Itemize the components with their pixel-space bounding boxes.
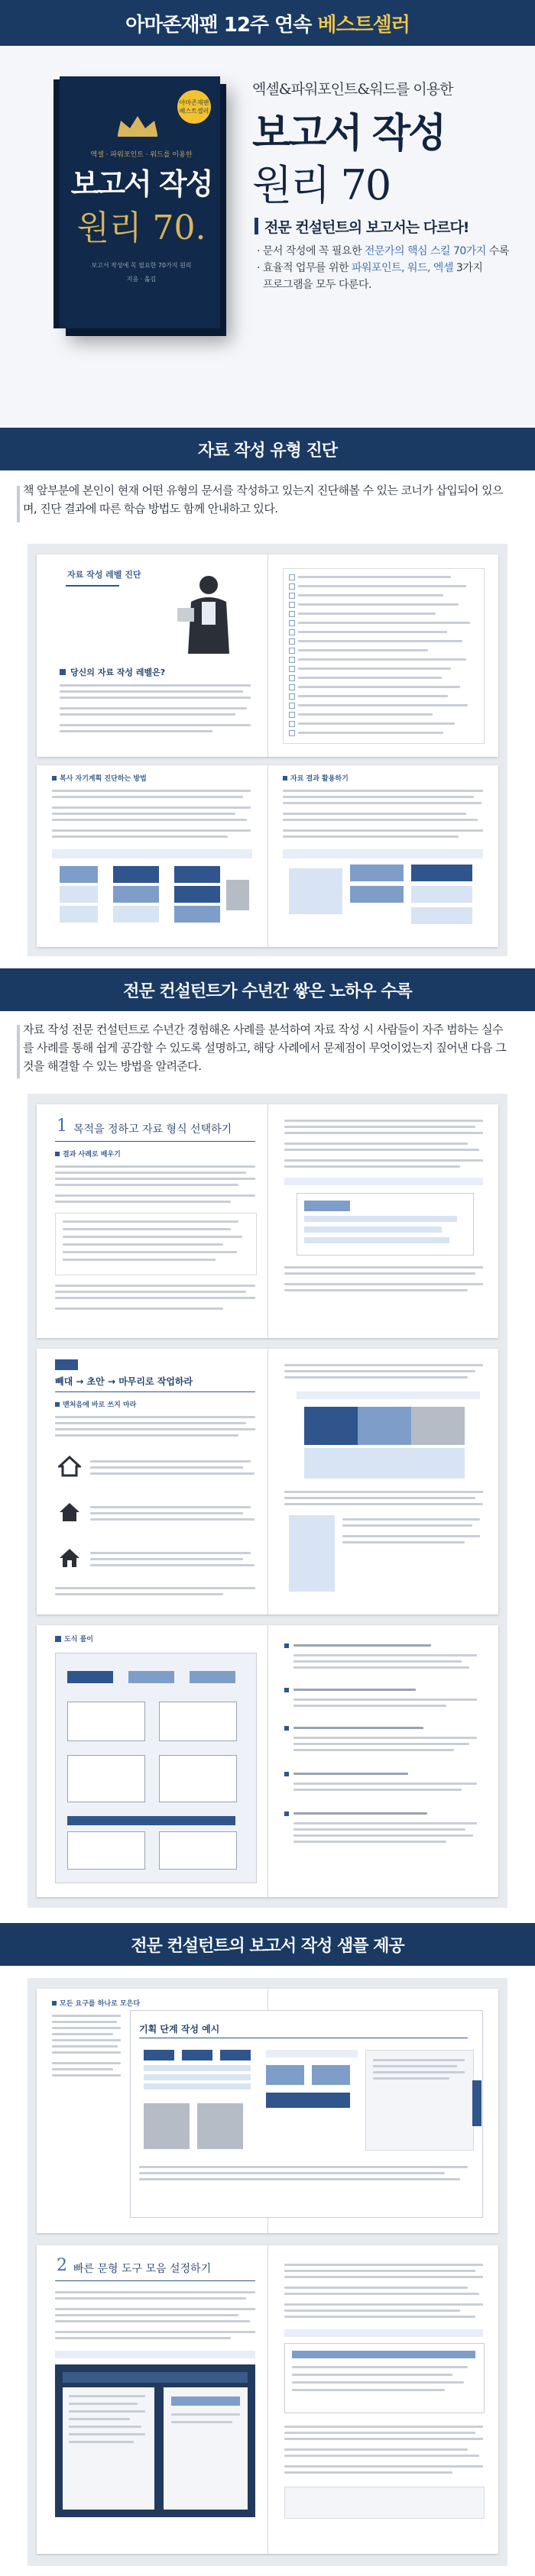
spread-question: 당신의 자료 작성 레벨은? (70, 667, 166, 677)
book-spread (37, 1989, 498, 2233)
book-spread (37, 554, 498, 757)
section-description-knowhow: 자료 작성 전문 컨설턴트로 수년간 경험해온 사례를 분석하여 자료 작성 시 사람들이 자주 범하는 실수를 사례를 통해 쉽게 공감할 수 있도록 설명하고, 해당 사례에서 문제점이 무엇이었는지 짚어낸 다음 그것을 해결할 수 있는 방법을 알려준다. (23, 1023, 507, 1073)
book-spread (37, 2245, 498, 2554)
hero-bullet: · 문서 작성에 꼭 필요한 전문가의 핵심 스킬 70가지 수록 (257, 245, 509, 257)
book-title-line2: 원리 70. (76, 208, 206, 247)
book-subtitle: 보고서 작성에 꼭 필요한 70가지 원리 (91, 262, 192, 269)
chapter-title-2: 빼대 → 초안 → 마무리로 작업하라 (55, 1376, 193, 1387)
sample-doc-title: 기획 단계 작성 예시 (139, 2024, 220, 2035)
house-final-icon (58, 1547, 81, 1569)
book-badge: 아마존재팬 베스트셀러 (177, 90, 211, 124)
chapter-title-3: 빠른 문형 도구 모음 설정하기 (73, 2263, 212, 2275)
book-spread (37, 1349, 498, 1614)
description-bar (17, 486, 20, 522)
hero-tagline: 전문 컨설턴트의 보고서는 다르다! (264, 219, 469, 236)
chapter-number-2: 2 (57, 2256, 67, 2275)
book-spread (37, 1625, 498, 1897)
spread-heading-left: 복사 자기계획 진단하는 방법 (60, 775, 147, 783)
section-description-diagnosis: 책 앞부분에 본인이 현재 어떤 유형의 문서를 작성하고 있는지 진단해볼 수 있는 코너가 삽입되어 있으며, 진단 결과에 따른 학습 방법도 함께 안내하고 있다. (23, 483, 503, 516)
tagline-bar (255, 218, 258, 234)
crown-icon (115, 115, 160, 137)
chapter-title: 목적을 정하고 자료 형식 선택하기 (73, 1123, 232, 1136)
hero-bullet: 프로그램을 모두 다룬다. (257, 279, 371, 291)
book-title-line1: 보고서 작성 (70, 166, 212, 201)
hero-title-line2: 원리 70 (252, 161, 391, 209)
chapter-number: 1 (57, 1117, 67, 1136)
spread-heading-right: 자료 결과 활용하기 (290, 775, 349, 783)
preview-panel-samples (28, 1978, 507, 2566)
preview-panel-knowhow (28, 1094, 507, 1908)
banner-highlight: 베스트셀러 (317, 13, 410, 37)
book-spread (37, 765, 498, 947)
chapter-subheading-2: 맨처음에 바로 쓰지 마라 (63, 1401, 137, 1409)
description-bar (17, 1025, 20, 1078)
house-draft-icon (58, 1501, 81, 1523)
sample-label: 모든 요구를 하나로 모은다 (60, 2000, 141, 2008)
preview-panel-diagnosis (28, 544, 507, 956)
section-header-knowhow: 전문 컨설턴트가 수년간 쌓은 노하우 수록 (0, 968, 535, 1011)
hero-kicker: 엑셀&파워포인트&워드를 이용한 (252, 81, 453, 98)
top-banner (0, 0, 535, 46)
businessman-illustration (174, 571, 243, 655)
book-spread (37, 1104, 498, 1338)
hero-bullets (257, 243, 517, 293)
section-header-diagnosis: 자료 작성 유형 진단 (0, 428, 535, 470)
section-header-samples: 전문 컨설턴트의 보고서 작성 샘플 제공 (0, 1923, 535, 1966)
hero-title-line1: 보고서 작성 (252, 111, 445, 157)
spread-title: 자료 작성 레벨 진단 (67, 570, 141, 580)
diagram-label: 도식 풀이 (64, 1636, 93, 1644)
hero-bullet: · 효율적 업무를 위한 파워포인트, 워드, 엑셀 3가지 (257, 262, 483, 274)
house-frame-icon (58, 1456, 81, 1477)
book-tag: 엑셀 · 파워포인트 · 워드를 이용한 (90, 151, 193, 159)
book-author: 지음 · 옮김 (126, 276, 157, 283)
chapter-subheading: 결과 사례로 배우기 (63, 1151, 121, 1159)
banner-prefix: 아마존재팬 12주 연속 (125, 13, 312, 37)
